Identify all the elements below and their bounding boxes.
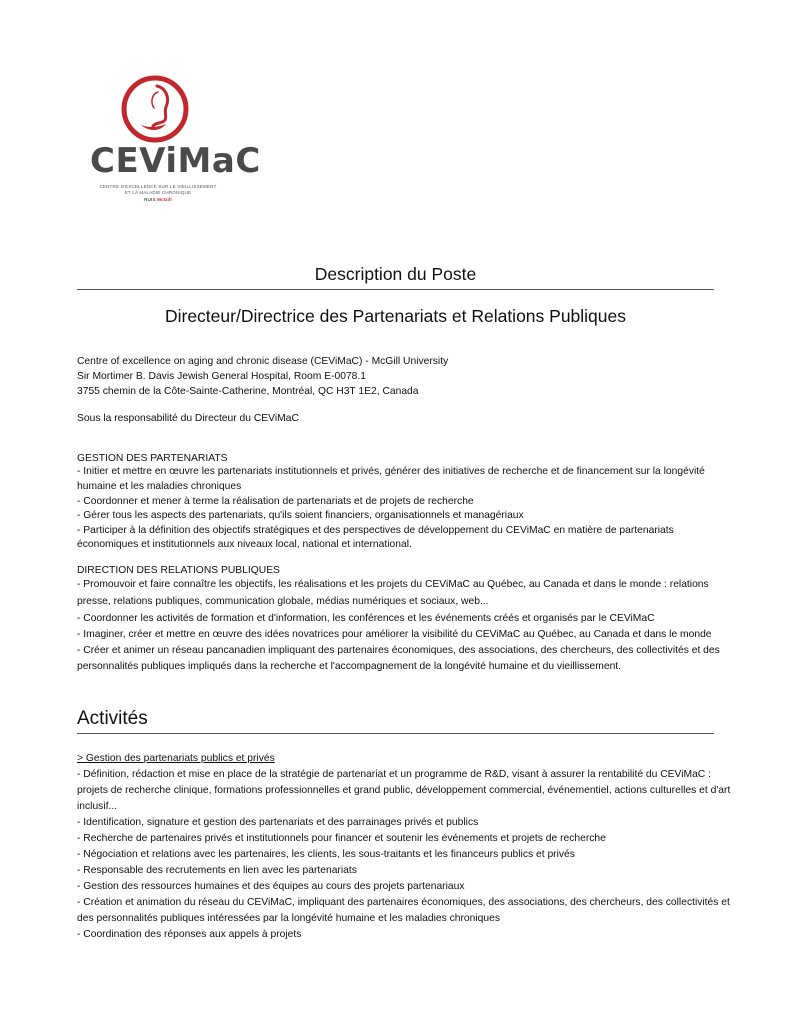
title-divider [77, 289, 714, 290]
activity-line: - Recherche de partenaires privés et institutionnels pour financer et soutenir les événements et projets de recherche [77, 833, 606, 844]
activities-divider [77, 733, 714, 734]
relations-line: - Créer et animer un réseau pancanadien impliquant des partenaires économiques, des associations, des chercheurs, des collectivités et des [77, 645, 720, 656]
logo-wordmark: CEViMaC [90, 141, 261, 181]
activities-subheading: > Gestion des partenariats publics et privés [77, 753, 275, 764]
activity-line: des personnalités publiques intéressées par la longévité humaine et les maladies chroniques [77, 913, 501, 924]
activity-line: - Définition, rédaction et mise en place de la stratégie de partenariat et un programme de R&D, visant à assurer la rentabilité du CEViMaC : [77, 769, 711, 780]
address-line: Centre of excellence on aging and chronic disease (CEViMaC) - McGill University [77, 356, 449, 367]
cevimac-logo [84, 74, 261, 214]
activity-line: - Coordination des réponses aux appels à projets [77, 929, 302, 940]
logo-tagline-3 [98, 197, 218, 203]
logo-ruis: RUIS [144, 197, 156, 202]
activity-line: - Responsable des recrutements en lien avec les partenariats [77, 865, 357, 876]
gestion-line: économiques et institutionnels aux niveaux local, national et international. [77, 539, 412, 550]
activity-line: - Identification, signature et gestion des partenariats et des parrainages privés et publics [77, 817, 479, 828]
gestion-line: - Participer à la définition des objectifs stratégiques et des perspectives de développement du CEViMaC en matière de partenariats [77, 525, 674, 536]
logo-emblem-icon [120, 74, 190, 144]
activity-line: - Négociation et relations avec les partenaires, les clients, les sous-traitants et les financeurs publics et privés [77, 849, 575, 860]
page-title: Description du Poste [314, 264, 477, 284]
activity-line: inclusif... [77, 801, 118, 812]
section-heading-relations: DIRECTION DES RELATIONS PUBLIQUES [77, 565, 280, 576]
address-line: 3755 chemin de la Côte-Sainte-Catherine, Montréal, QC H3T 1E2, Canada [77, 386, 419, 397]
logo-mcgill: McGill [157, 197, 172, 202]
activity-line: - Création et animation du réseau du CEViMaC, impliquant des partenaires économiques, des associations, des chercheurs, des collectivités et [77, 897, 730, 908]
gestion-line: - Initier et mettre en œuvre les partenariats institutionnels et privés, générer des initiatives de recherche et de financement sur la longévité [77, 466, 705, 477]
gestion-line: humaine et les maladies chroniques [77, 481, 242, 492]
gestion-line: - Coordonner et mener à terme la réalisation de partenariats et de projets de recherche [77, 496, 474, 507]
position-title: Directeur/Directrice des Partenariats et Relations Publiques [164, 306, 627, 326]
address-line: Sir Mortimer B. Davis Jewish General Hospital, Room E-0078.1 [77, 371, 366, 382]
activities-heading: Activités [77, 708, 148, 729]
responsibility-line: Sous la responsabilité du Directeur du CEViMaC [77, 413, 299, 424]
section-heading-gestion: GESTION DES PARTENARIATS [77, 453, 228, 464]
relations-line: personnalités publiques impliqués dans la recherche et l'accompagnement de la longévité humaine et du vieillissement. [77, 661, 622, 672]
activity-line: - Gestion des ressources humaines et des équipes au cours des projets partenariaux [77, 881, 465, 892]
relations-line: - Coordonner les activités de formation et d'information, les conférences et les événements créés et organisés par le CEViMaC [77, 613, 655, 624]
activity-line: projets de recherche clinique, formations professionnelles et grand public, développement commercial, événementiel, actions culturelles et d'art [77, 785, 731, 796]
relations-line: - Imaginer, créer et mettre en œuvre des idées novatrices pour améliorer la visibilité du CEViMaC au Québec, au Canada et dans le monde [77, 629, 712, 640]
gestion-line: - Gérer tous les aspects des partenariats, qu'ils soient financiers, organisationnels et managériaux [77, 510, 524, 521]
relations-line: - Promouvoir et faire connaître les objectifs, les réalisations et les projets du CEViMaC au Québec, au Canada et dans le monde : relations [77, 579, 709, 590]
logo-tagline-1: CENTRE D'EXCELLENCE SUR LE VIEILLISSEMENT [99, 184, 217, 189]
relations-line: presse, relations publiques, communication globale, médias numériques et sociaux, web... [77, 596, 489, 607]
logo-tagline-2: ET LA MALADIE CHRONIQUE [124, 190, 192, 195]
